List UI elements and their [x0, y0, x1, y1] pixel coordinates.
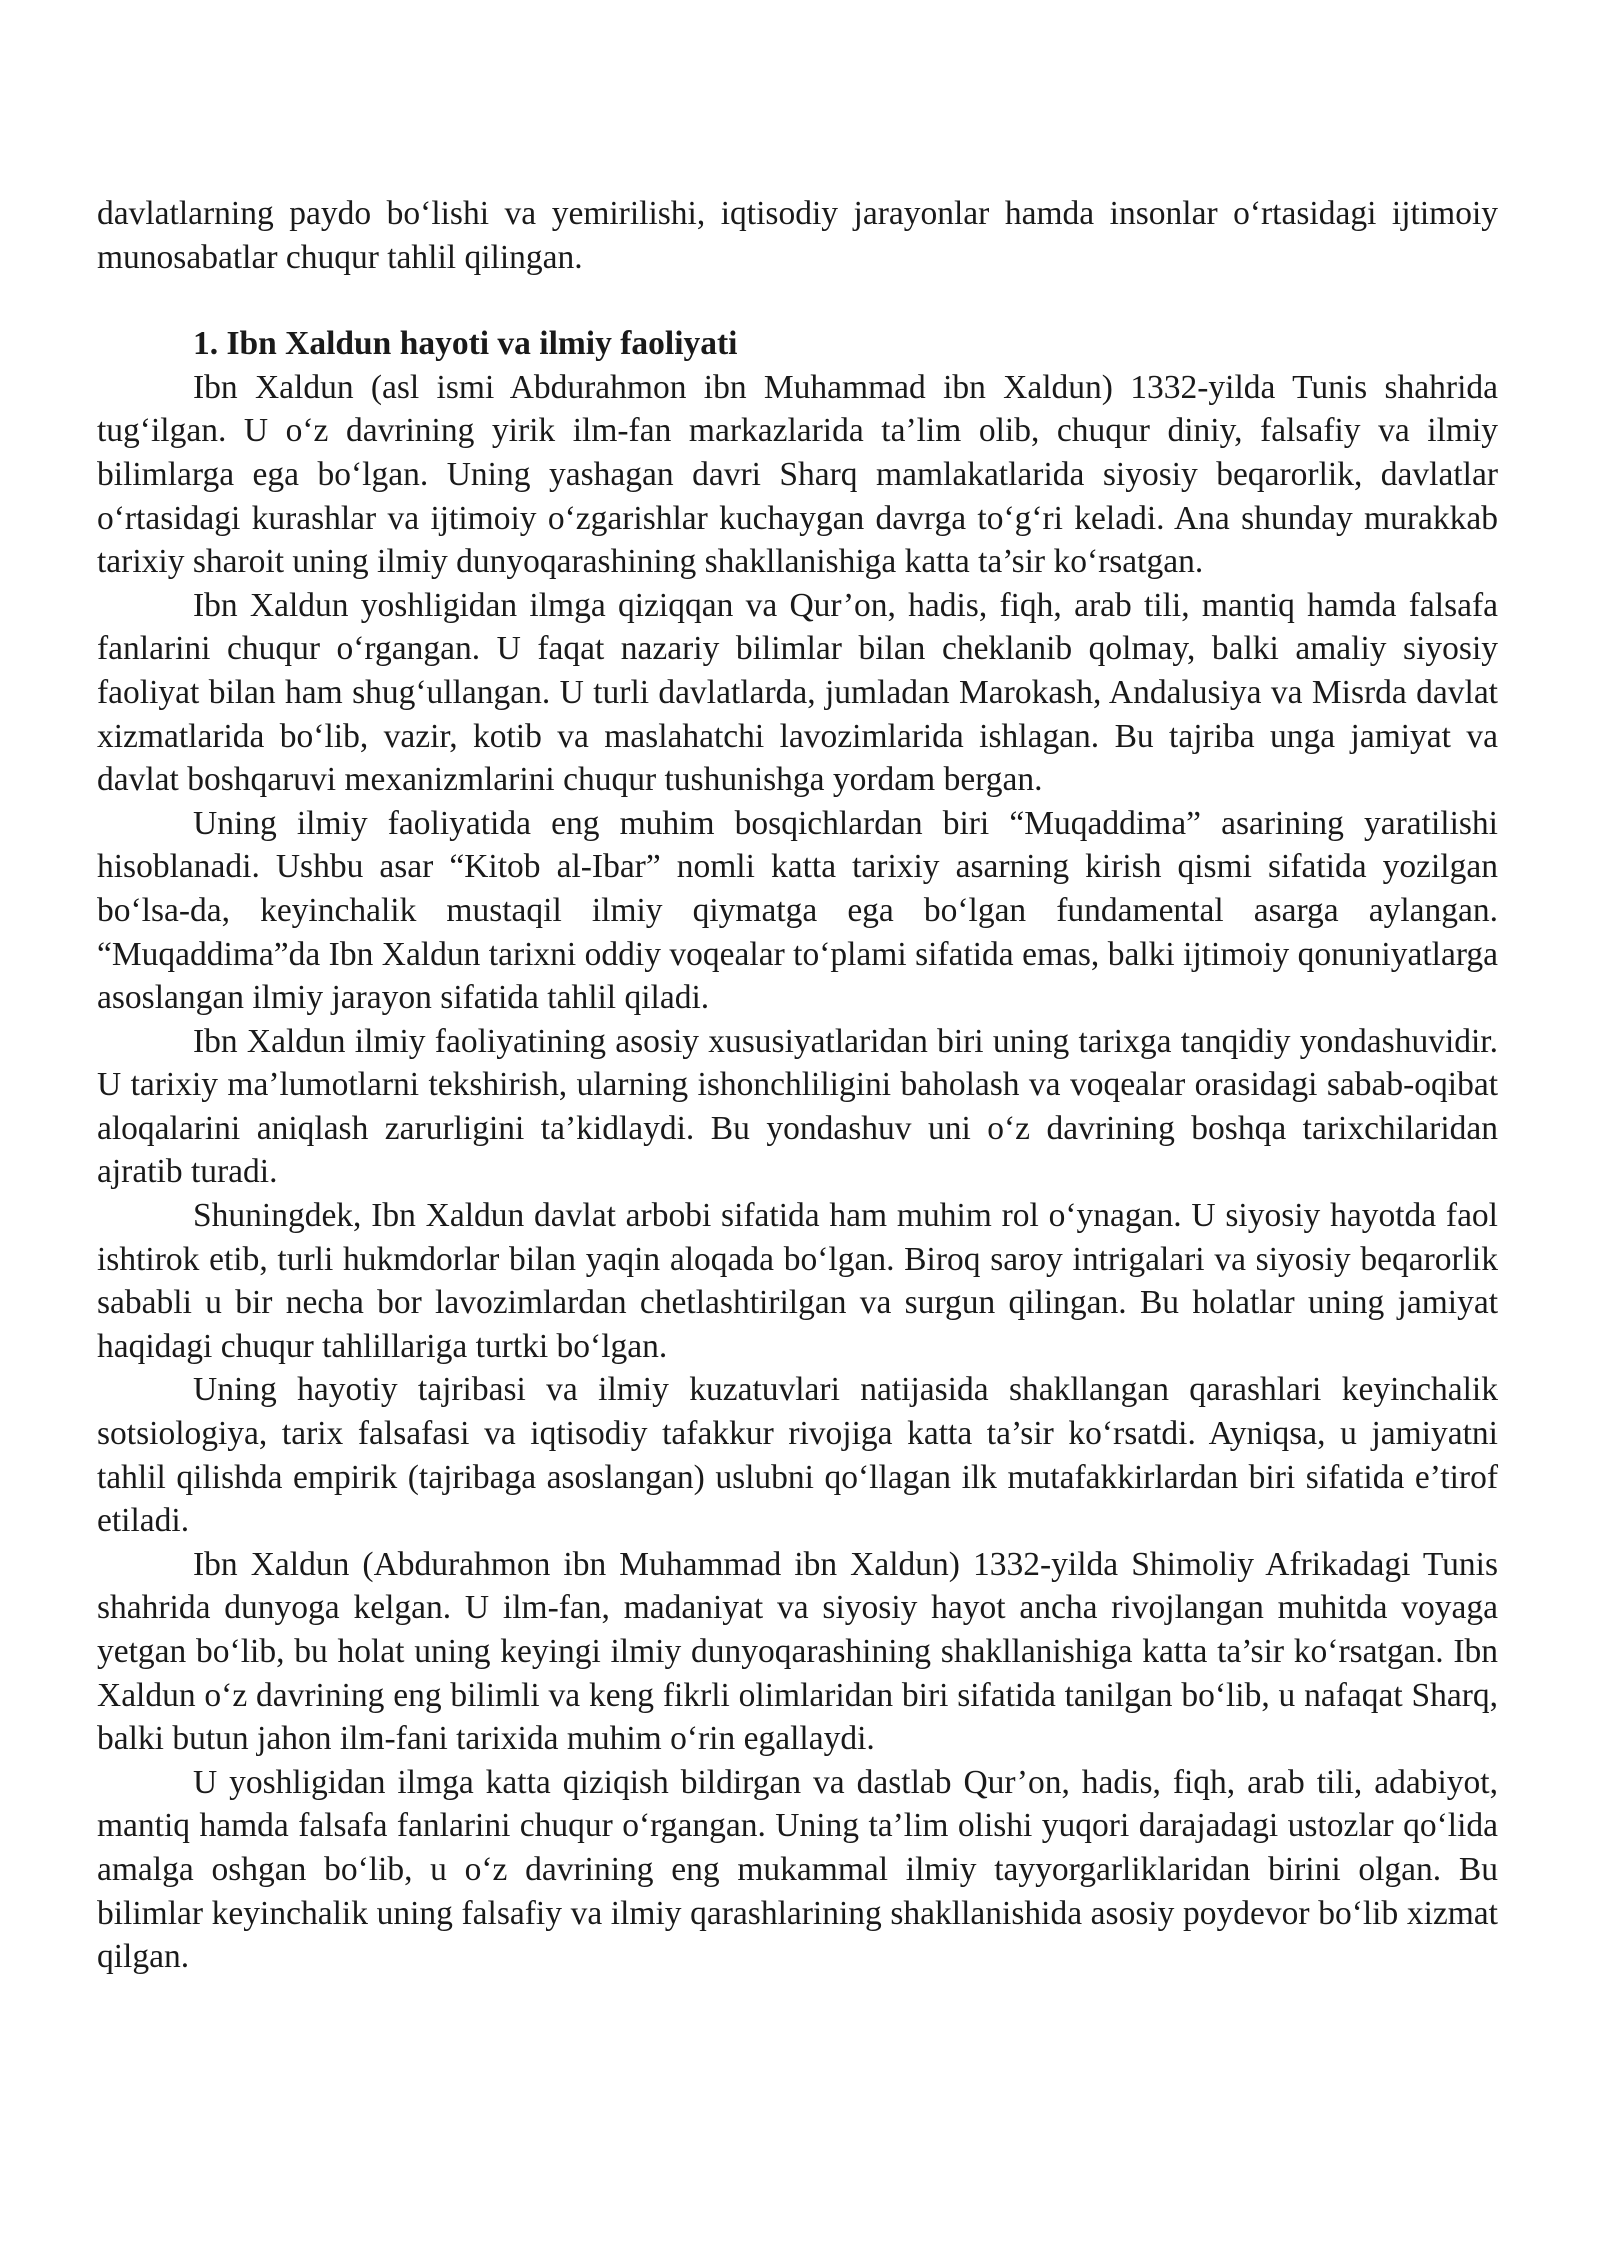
- section-heading: 1. Ibn Xaldun hayoti va ilmiy faoliyati: [193, 325, 738, 363]
- body-paragraph-6: Uning hayotiy tajribasi va ilmiy kuzatuvlari natijasida shakllangan qarashlari keyinchalik sotsiologiya, tarix falsafasi va iqtisodiy tafakkur rivojiga katta ta’sir ko‘rsatdi. Ayniqsa, u jamiyatni tahlil qilishda empirik (tajribaga asoslangan) uslubni qo‘llagan ilk mutafakkirlardan biri sifatida e’tirof etiladi.: [97, 1371, 1498, 1540]
- body-paragraph-4: Ibn Xaldun ilmiy faoliyatining asosiy xususiyatlaridan biri uning tarixga tanqidiy yondashuvidir. U tarixiy ma’lumotlarni tekshirish, ularning ishonchliligini baholash va voqealar orasidagi sabab-oqibat aloqalarini aniqlash zarurligini ta’kidlaydi. Bu yondashuv uni o‘z davrining boshqa tarixchilaridan ajratib turadi.: [97, 1022, 1498, 1191]
- intro-paragraph: davlatlarning paydo bo‘lishi va yemirilishi, iqtisodiy jarayonlar hamda insonlar o‘rtasidagi ijtimoiy munosabatlar chuqur tahlil qilingan.: [97, 195, 1498, 276]
- body-paragraph-5: Shuningdek, Ibn Xaldun davlat arbobi sifatida ham muhim rol o‘ynagan. U siyosiy hayotda faol ishtirok etib, turli hukmdorlar bilan yaqin aloqada bo‘lgan. Biroq saroy intrigalari va siyosiy beqarorlik sababli u bir necha bor lavozimlardan chetlashtirilgan va surgun qilingan. Bu holatlar uning jamiyat haqidagi chuqur tahlillariga turtki bo‘lgan.: [97, 1197, 1498, 1365]
- body-paragraph-1: Ibn Xaldun (asl ismi Abdurahmon ibn Muhammad ibn Xaldun) 1332-yilda Tunis shahrida tug‘ilgan. U o‘z davrining yirik ilm-fan markazlarida ta’lim olib, chuqur diniy, falsafiy va ilmiy bilimlarga ega bo‘lgan. Uning yashagan davri Sharq mamlakatlarida siyosiy beqarorlik, davlatlar o‘rtasidagi kurashlar va ijtimoiy o‘zgarishlar kuchaygan davrga to‘g‘ri keladi. Ana shunday murakkab tarixiy sharoit uning ilmiy dunyoqarashining shakllanishiga katta ta’sir ko‘rsatgan.: [97, 368, 1498, 581]
- body-paragraph-8: U yoshligidan ilmga katta qiziqish bildirgan va dastlab Qur’on, hadis, fiqh, arab tili, adabiyot, mantiq hamda falsafa fanlarini chuqur o‘rgangan. Uning ta’lim olishi yuqori darajadagi ustozlar qo‘lida amalga oshgan bo‘lib, u o‘z davrining eng mukammal ilmiy tayyorgarliklaridan birini olgan. Bu bilimlar keyinchalik uning falsafiy va ilmiy qarashlarining shakllanishida asosiy poydevor bo‘lib xizmat qilgan.: [97, 1763, 1498, 1976]
- body-paragraph-7: Ibn Xaldun (Abdurahmon ibn Muhammad ibn Xaldun) 1332-yilda Shimoliy Afrikadagi Tunis shahrida dunyoga kelgan. U ilm-fan, madaniyat va siyosiy hayot ancha rivojlangan muhitda voyaga yetgan bo‘lib, bu holat uning keyingi ilmiy dunyoqarashining shakllanishiga katta ta’sir ko‘rsatgan. Ibn Xaldun o‘z davrining eng bilimli va keng fikrli olimlaridan biri sifatida tanilgan bo‘lib, u nafaqat Sharq, balki butun jahon ilm-fani tarixida muhim o‘rin egallaydi.: [97, 1545, 1498, 1758]
- body-paragraph-3: Uning ilmiy faoliyatida eng muhim bosqichlardan biri “Muqaddima” asarining yaratilishi hisoblanadi. Ushbu asar “Kitob al-Ibar” nomli katta tarixiy asarning kirish qismi sifatida yozilgan bo‘lsa-da, keyinchalik mustaqil ilmiy qiymatga ega bo‘lgan fundamental asarga aylangan. “Muqaddima”da Ibn Xaldun tarixni oddiy voqealar to‘plami sifatida emas, balki ijtimoiy qonuniyatlarga asoslangan ilmiy jarayon sifatida tahlil qiladi.: [97, 804, 1498, 1017]
- body-paragraph-2: Ibn Xaldun yoshligidan ilmga qiziqqan va Qur’on, hadis, fiqh, arab tili, mantiq hamda falsafa fanlarini chuqur o‘rgangan. U faqat nazariy bilimlar bilan cheklanib qolmay, balki amaliy siyosiy faoliyat bilan ham shug‘ullangan. U turli davlatlarda, jumladan Marokash, Andalusiya va Misrda davlat xizmatlarida bo‘lib, vazir, kotib va maslahatchi lavozimlarida ishlagan. Bu tajriba unga jamiyat va davlat boshqaruvi mexanizmlarini chuqur tushunishga yordam bergan.: [97, 586, 1498, 799]
